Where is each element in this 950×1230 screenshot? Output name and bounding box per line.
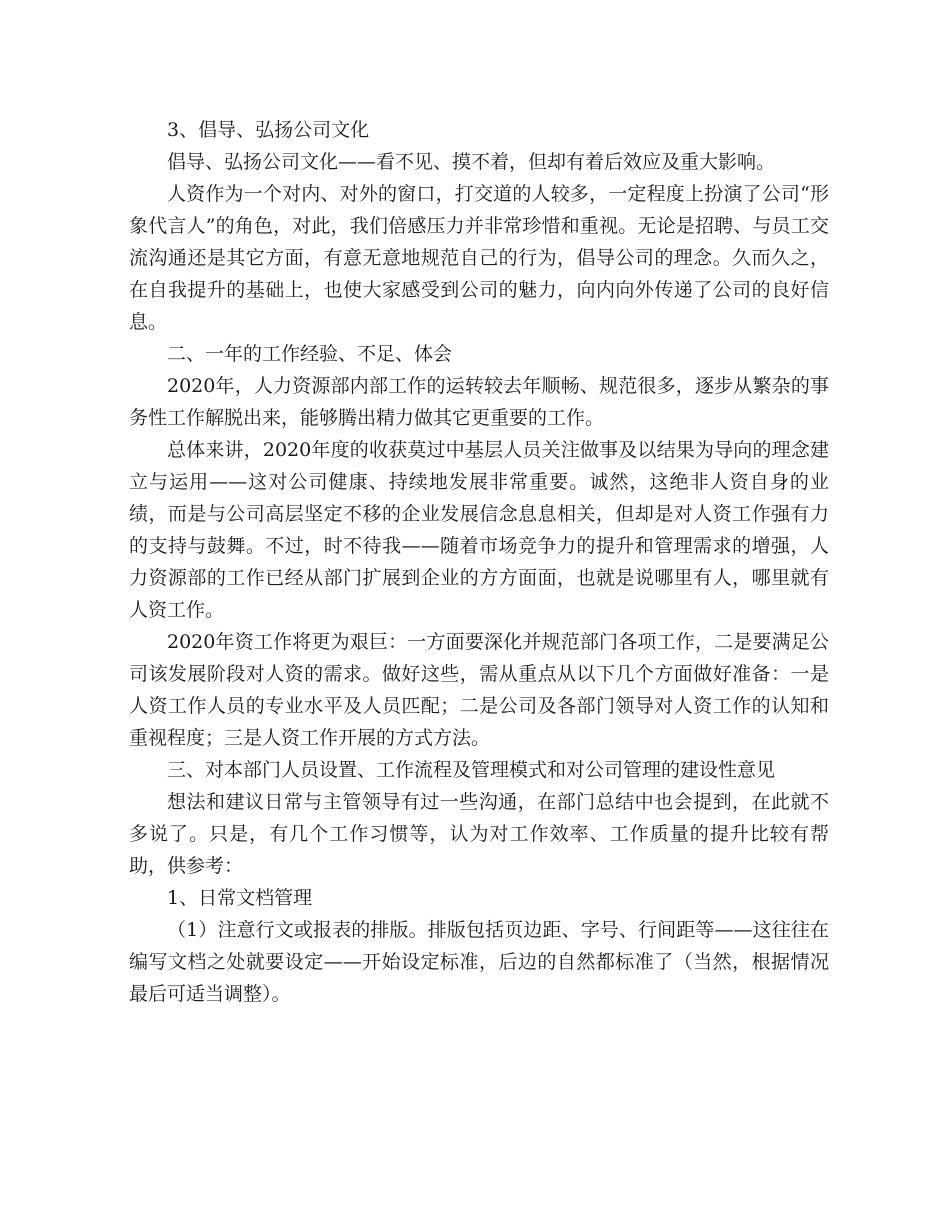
- paragraph-experience-3: 2020年资工作将更为艰巨：一方面要深化并规范部门各项工作，二是要满足公司该发展阶段对人资的需求。做好这些，需从重点从以下几个方面做好准备：一是人资工作人员的专业水平及人员匹配；二是公司及各部门领导对人资工作的认知和重视程度；三是人资工作开展的方式方法。: [129, 631, 829, 749]
- subheading-document-management: 1、日常文档管理: [167, 887, 313, 909]
- section-heading-culture: 3、倡导、弘扬公司文化: [167, 119, 370, 141]
- paragraph-layout-tip: （1）注意行文或报表的排版。排版包括页边距、字号、行间距等——这往往在编写文档之处就要设定——开始设定标准，后边的自然都标准了（当然，根据情况最后可适当调整）。: [129, 919, 829, 1005]
- paragraph-suggestions: 想法和建议日常与主管领导有过一些沟通，在部门总结中也会提到，在此就不多说了。只是，有几个工作习惯等，认为对工作效率、工作质量的提升比较有帮助，供参考：: [129, 791, 829, 877]
- paragraph-culture-summary: 倡导、弘扬公司文化——看不见、摸不着，但却有着后效应及重大影响。: [167, 151, 776, 173]
- section-heading-experience: 二、一年的工作经验、不足、体会: [167, 343, 453, 365]
- paragraph-experience-2: 总体来讲，2020年度的收获莫过中基层人员关注做事及以结果为导向的理念建立与运用——这对公司健康、持续地发展非常重要。诚然，这绝非人资自身的业绩，而是与公司高层坚定不移的企业发展信念息息相关，但却是对人资工作强有力的支持与鼓舞。不过，时不待我——随着市场竞争力的提升和管理需求的增强，人力资源部的工作已经从部门扩展到企业的方方面面，也就是说哪里有人，哪里就有人资工作。: [129, 439, 829, 621]
- document-body: [129, 114, 829, 1010]
- paragraph-experience-1: 2020年，人力资源部内部工作的运转较去年顺畅、规范很多，逐步从繁杂的事务性工作解脱出来，能够腾出精力做其它更重要的工作。: [129, 375, 829, 429]
- paragraph-culture-detail: 人资作为一个对内、对外的窗口，打交道的人较多，一定程度上扮演了公司“形象代言人”的角色，对此，我们倍感压力并非常珍惜和重视。无论是招聘、与员工交流沟通还是其它方面，有意无意地规范自己的行为，倡导公司的理念。久而久之，在自我提升的基础上，也使大家感受到公司的魅力，向内向外传递了公司的良好信息。: [129, 183, 829, 333]
- section-heading-suggestions: 三、对本部门人员设置、工作流程及管理模式和对公司管理的建设性意见: [167, 759, 776, 781]
